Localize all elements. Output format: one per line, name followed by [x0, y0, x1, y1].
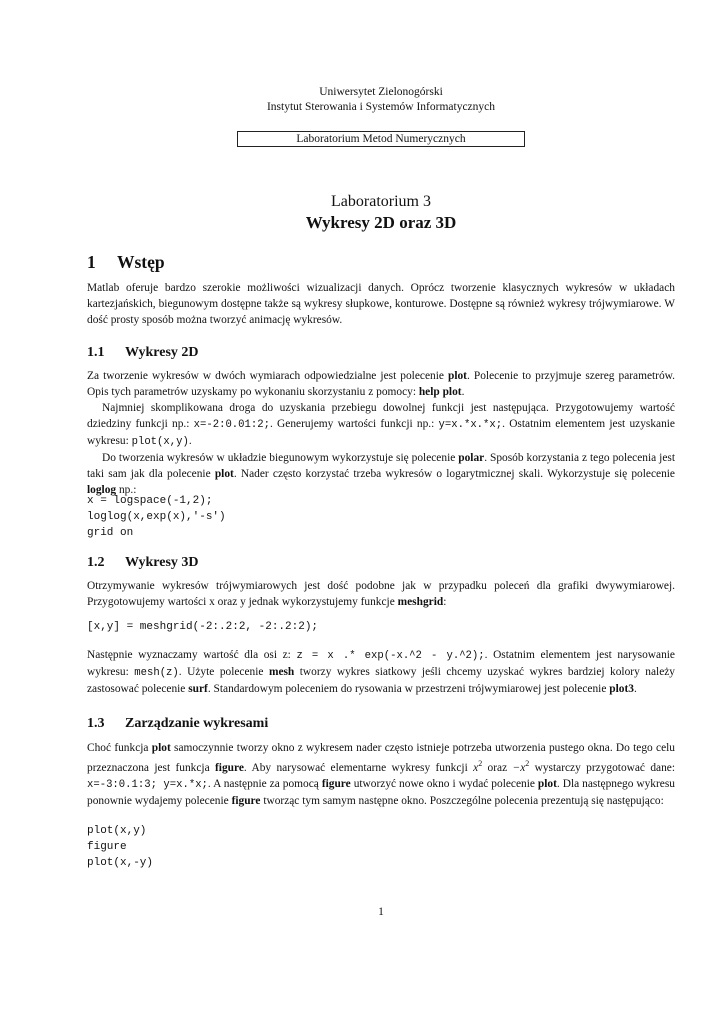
paragraph-meshgrid: Otrzymywanie wykresów trójwymiarowych jest dość podobne jak w przypadku poleceń dla grafiki dwywymiarowej. Przygotowujemy wartości x oraz y jednak wykorzystujemy funkcje meshgrid: [87, 580, 675, 608]
lab-title-box: Laboratorium Metod Numerycznych [237, 131, 525, 147]
paragraph-polar: Do tworzenia wykresów w układzie biegunowym wykorzystuje się polecenie polar. Sposób korzystania z tego polecenia jest taki sam jak dla polecenie plot. Nader często korzystać trzeba wykresów o logarytmicznej skali. Wykorzystuje się polecenie loglog np.: [87, 452, 675, 496]
lab-number: Laboratorium 3 [331, 193, 431, 210]
section-number: 1.3 [87, 716, 105, 731]
paragraph-mesh-text: Następnie wyznaczamy wartość dla osi z: z = x .* exp(-x.^2 - y.^2);. Ostatnim elementem jest narysowanie wykresu: mesh(z). Użyte polecenie mesh tworzy wykres siatkowy jeśli chcemy uzyskać wykres bardziej kolory należy zastosować polecenie surf. Standardowym poleceniem do rysowania w przestrzeni trójwymiarowej jest polecenie plot3. [87, 649, 675, 695]
section-number: 1.2 [87, 555, 105, 570]
section-title: Wykresy 3D [125, 555, 199, 570]
code-line: figure [87, 841, 127, 853]
code-block-meshgrid [87, 619, 318, 635]
section-title: Wykresy 2D [125, 345, 199, 360]
paragraph-intro [87, 280, 675, 328]
section-heading-1-3 [87, 716, 268, 732]
university-name: Uniwersytet Zielonogórski [319, 86, 443, 98]
page-number: 1 [378, 906, 384, 918]
header-block [87, 85, 675, 115]
paragraph-3d [87, 578, 675, 610]
code-block-figure [87, 823, 153, 871]
section-title: Wstęp [117, 252, 165, 272]
paragraph-mesh [87, 647, 675, 697]
paragraph-plot: Za tworzenie wykresów w dwóch wymiarach odpowiedzialne jest polecenie plot. Polecenie to przyjmuje szereg parametrów. Opis tych parametrów uzyskamy po wykonaniu skorzystaniu z pomocy: help plot. [87, 370, 675, 398]
section-heading-1-2 [87, 555, 199, 571]
code-line: plot(x,-y) [87, 857, 154, 869]
section-number: 1 [87, 252, 96, 272]
institute-name: Instytut Sterowania i Systemów Informatycznych [266, 101, 496, 113]
code-line: x = logspace(-1,2); [87, 495, 213, 507]
code-line: plot(x,y) [87, 825, 147, 837]
code-line: loglog(x,exp(x),'-s') [87, 511, 226, 523]
code-line: grid on [87, 527, 134, 539]
document-title: Wykresy 2D oraz 3D [305, 213, 457, 232]
paragraph-figure-text: Choć funkcja plot samoczynnie tworzy okno z wykresem nader często istnieje potrzeba utworzenia pustego okna. Do tego celu przeznaczona jest funkcja figure. Aby narysować elementarne wykresy funkcji $x^2$ oraz $-x^2$ wystarczy przygotować dane: x=-3:0.1:3; y=x.*x;. A następnie za pomocą figure utworzyć nowe okno i wydać polecenie plot. Dla następnego wykresu ponownie wydajemy polecenie figure tworząc tym samym następne okno. Poszczególne polecenia prezentują się następująco: [87, 742, 676, 807]
paragraph-simple-plot: Najmniej skomplikowana droga do uzyskania przebiegu dowolnej funkcji jest następująca. Przygotowujemy wartość dziedziny funkcji np.: x=-2:0.01:2;. Generujemy wartości funkcji np.: y=x.*x.*x;. Ostatnim elementem jest uzyskanie wykresu: plot(x,y). [87, 402, 675, 448]
paragraph-2d [87, 368, 675, 498]
paragraph-text: Matlab oferuje bardzo szerokie możliwości wizualizacji danych. Oprócz tworzenie klasycznych wykresów w układach kartezjańskich, biegunowym dostępne także są wykresy słupkowe, konturowe. Dostępne są również wykresy trójwymiarowe. W dość prosty sposób można tworzyć animację wykresów. [87, 282, 675, 326]
paragraph-figures [87, 740, 675, 809]
section-title: Zarządzanie wykresami [125, 716, 269, 731]
section-heading-1-1 [87, 345, 199, 361]
code-line: [x,y] = meshgrid(-2:.2:2, -2:.2:2); [87, 621, 319, 633]
section-number: 1.1 [87, 345, 105, 360]
section-heading-1 [87, 252, 165, 273]
code-block-loglog [87, 493, 226, 541]
